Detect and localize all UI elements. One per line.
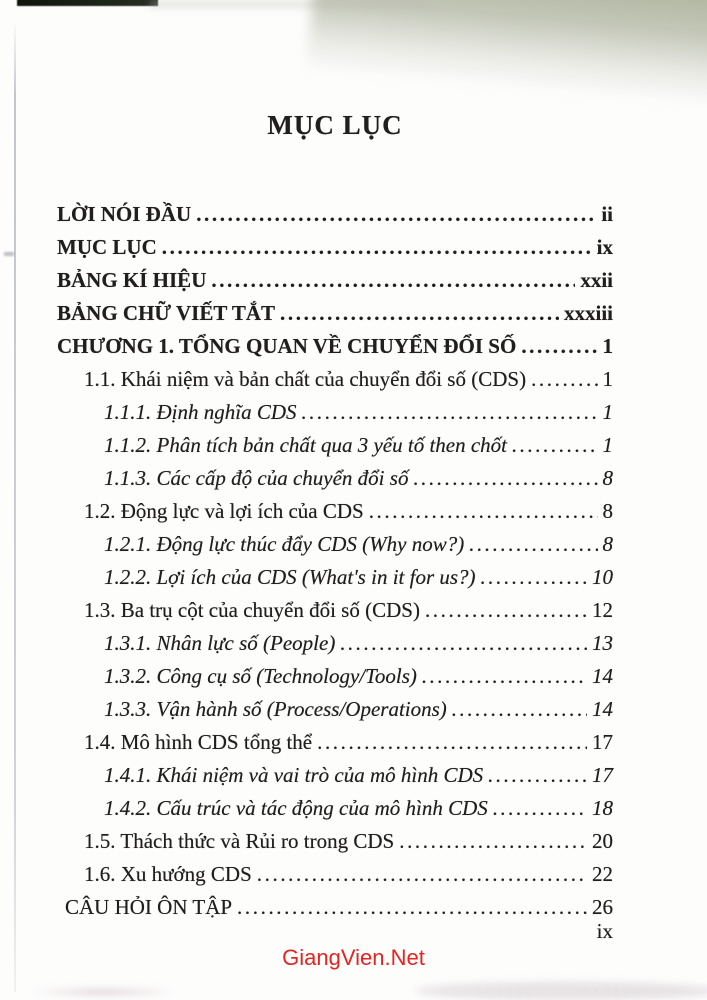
toc-entry-page: 1 [602,433,613,457]
toc-entry-page: xxxiii [563,301,613,325]
toc-entry [57,429,613,462]
toc-entry-page: 14 [592,664,613,688]
toc-entry [57,594,613,627]
toc-entry [57,627,613,660]
toc-entry [57,462,613,495]
toc-entry-page: 8 [602,466,613,490]
toc-leader-dots [413,462,597,495]
toc-entry-label: BẢNG CHỮ VIẾT TẮT [57,301,276,325]
toc-entry [57,330,613,363]
toc-leader-dots [452,693,587,726]
toc-leader-dots [211,264,575,297]
toc-entry [57,231,613,264]
toc-entry [57,495,613,528]
scan-smudge-bottom-left [26,985,181,999]
toc-entry [57,264,613,297]
toc-entry-label: 1.5. Thách thức và Rủi ro trong CDS [84,829,395,853]
toc-entry-page: 20 [592,829,613,853]
toc-entry [57,396,613,429]
toc-leader-dots [488,759,587,792]
toc-leader-dots [280,297,559,330]
toc-entry-page: 10 [592,565,613,589]
toc-entry-page: 12 [592,598,613,622]
toc-entry-label: 1.1.3. Các cấp độ của chuyển đổi số [104,466,409,490]
toc-entry-label: LỜI NÓI ĐẦU [57,202,192,226]
toc-leader-dots [531,363,597,396]
toc-entry-page: ix [596,235,613,259]
toc-leader-dots [340,627,587,660]
toc-entry-label: 1.3.1. Nhân lực số (People) [104,631,336,655]
toc-leader-dots [302,396,598,429]
page-title: MỤC LỤC [267,110,403,140]
page-edge-line [14,20,16,992]
toc-entry-page: 18 [592,796,613,820]
toc-entry-label: 1.2.2. Lợi ích của CDS (What's in it for us?) [104,565,476,589]
toc-entry [57,858,613,891]
toc-leader-dots [422,660,587,693]
page-edge-tick [4,252,14,256]
toc-entry [57,891,613,924]
toc-entry-page: 17 [592,763,613,787]
toc-entry [57,528,613,561]
watermark: GiangVien.Net [282,945,425,970]
toc-entry [57,792,613,825]
toc-entry-label: 1.3. Ba trụ cột của chuyển đổi số (CDS) [84,598,420,622]
toc-entry-label: 1.2.1. Động lực thúc đẩy CDS (Why now?) [104,532,465,556]
scan-artifact-top-left-strip [17,0,158,6]
toc-leader-dots [521,330,597,363]
toc-leader-dots [162,231,592,264]
toc-leader-dots [425,594,587,627]
toc-leader-dots [369,495,598,528]
footer-page-number: ix [596,919,613,943]
toc-entry [57,198,613,231]
toc-entry-label: 1.6. Xu hướng CDS [84,862,252,886]
toc-leader-dots [399,825,587,858]
toc-entry-page: 17 [592,730,613,754]
scan-smudge-bottom-right [415,982,707,1000]
toc-entry-label: 1.3.3. Vận hành số (Process/Operations) [104,697,447,721]
toc-leader-dots [493,792,587,825]
toc-entry-label: 1.1.1. Định nghĩa CDS [104,400,297,424]
toc-entry-page: 1 [602,334,613,358]
toc-entry [57,660,613,693]
toc-entry-label: 1.4. Mô hình CDS tổng thể [84,730,313,754]
toc-entry-label: 1.2. Động lực và lợi ích của CDS [84,499,364,523]
toc-leader-dots [317,726,587,759]
toc-leader-dots [512,429,597,462]
toc-list [57,198,613,924]
toc-entry-page: xxii [580,268,613,292]
toc-entry-page: ii [601,202,613,226]
toc-entry-page: 1 [602,400,613,424]
toc-entry-label: 1.4.1. Khái niệm và vai trò của mô hình CDS [104,763,484,787]
toc-entry [57,693,613,726]
toc-entry-page: 13 [592,631,613,655]
toc-entry-page: 14 [592,697,613,721]
toc-entry-page: 1 [602,367,613,391]
toc-entry-label: 1.4.2. Cấu trúc và tác động của mô hình CDS [104,796,488,820]
toc-entry-page: 26 [592,895,613,919]
scan-shadow-top-right [306,0,707,108]
toc-entry-page: 8 [602,532,613,556]
scan-smudge-top [150,0,430,9]
toc-leader-dots [469,528,597,561]
toc-entry-label: 1.3.2. Công cụ số (Technology/Tools) [104,664,417,688]
toc-leader-dots [481,561,587,594]
toc-leader-dots [196,198,596,231]
toc-entry [57,759,613,792]
toc-leader-dots [237,891,587,924]
toc-entry-page: 8 [602,499,613,523]
toc-entry [57,297,613,330]
toc-entry-label: BẢNG KÍ HIỆU [57,268,207,292]
toc-entry-label: 1.1.2. Phân tích bản chất qua 3 yếu tố then chốt [104,433,508,457]
toc-entry [57,561,613,594]
toc-entry [57,726,613,759]
toc-leader-dots [257,858,587,891]
toc-entry [57,825,613,858]
toc-entry-label: CHƯƠNG 1. TỔNG QUAN VỀ CHUYỂN ĐỔI SỐ [57,334,517,358]
toc-entry-page: 22 [592,862,613,886]
toc-entry-label: 1.1. Khái niệm và bản chất của chuyển đổi số (CDS) [84,367,527,391]
toc-entry-label: CÂU HỎI ÔN TẬP [65,895,233,919]
toc-entry-label: MỤC LỤC [57,235,157,259]
toc-entry [57,363,613,396]
